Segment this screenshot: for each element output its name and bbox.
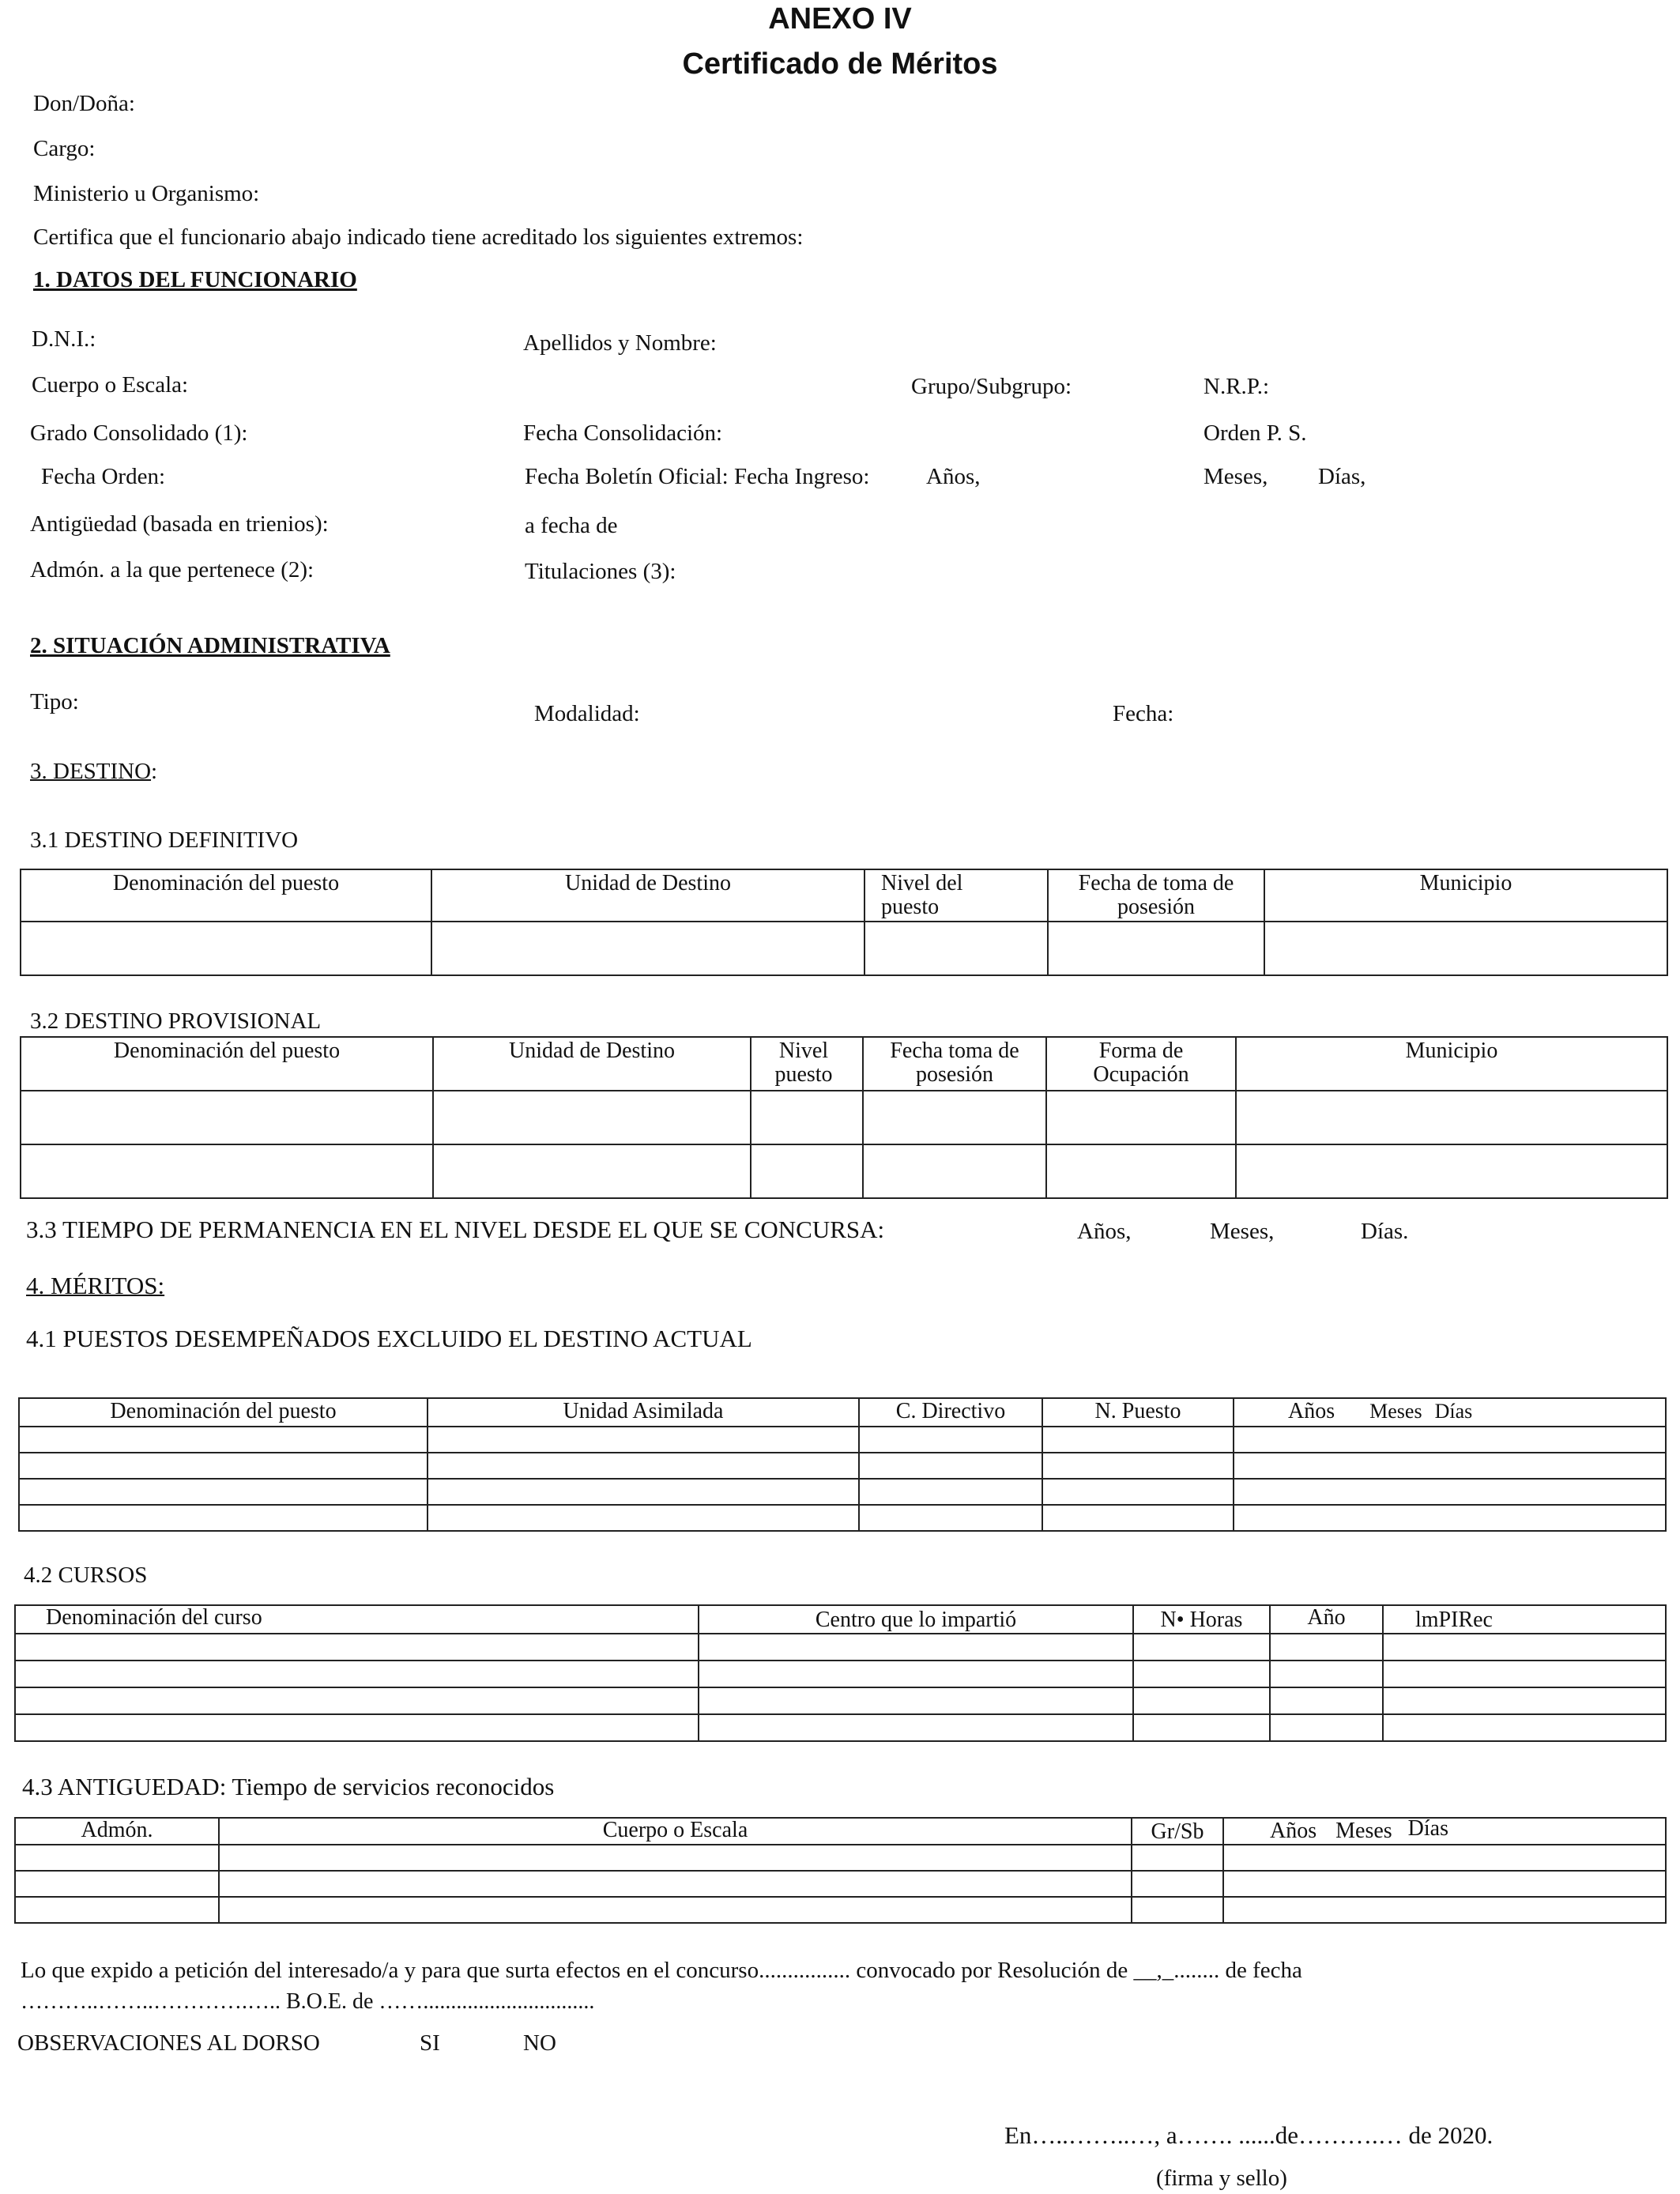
header-nivel: Nivel puesto [774, 1039, 833, 1088]
header-meses: Meses [1335, 1819, 1392, 1843]
section-3-3-title: 3.3 TIEMPO DE PERMANENCIA EN EL NIVEL DESDE EL QUE SE CONCURSA: [26, 1216, 885, 1243]
antiguedad-table [14, 1817, 1667, 1924]
table-row [21, 1144, 1667, 1198]
table-row [19, 1505, 1666, 1531]
table-row [15, 1634, 1666, 1661]
table-cell[interactable] [751, 1091, 863, 1144]
table-cell[interactable] [428, 1505, 859, 1531]
table-cell[interactable] [1133, 1634, 1270, 1661]
firma-sello: (firma y sello) [1156, 2166, 1287, 2191]
table-cell[interactable] [1264, 922, 1667, 975]
table-cell[interactable] [15, 1845, 219, 1871]
table-cell[interactable] [431, 922, 864, 975]
fecha-orden-label: Fecha Orden: [41, 464, 166, 489]
fecha-boletin-label: Fecha Boletín Oficial: Fecha Ingreso: [525, 464, 870, 489]
header-anos-meses-dias [1224, 1819, 1665, 1843]
table-cell[interactable] [21, 1091, 433, 1144]
destino-definitivo-table [20, 869, 1668, 976]
table-cell[interactable] [864, 922, 1048, 975]
header-centro: Centro que lo impartió [815, 1608, 1017, 1632]
header-denominacion: Denominación del puesto [110, 1399, 337, 1423]
table-cell[interactable] [1234, 1427, 1666, 1453]
table-row [15, 1897, 1666, 1923]
header-denominacion: Denominación del puesto [113, 1039, 341, 1063]
observaciones-label: OBSERVACIONES AL DORSO [17, 2030, 320, 2056]
header-municipio: Municipio [1405, 1039, 1498, 1063]
table-cell[interactable] [1133, 1687, 1270, 1714]
table-cell[interactable] [19, 1427, 428, 1453]
table-cell[interactable] [19, 1479, 428, 1505]
table-cell[interactable] [1223, 1897, 1666, 1923]
puestos-desempenados-table [18, 1397, 1667, 1532]
nrp-label: N.R.P.: [1203, 374, 1270, 399]
fecha-consolidacion-label: Fecha Consolidación: [523, 420, 723, 446]
table-row [19, 1453, 1666, 1479]
tipo-label: Tipo: [30, 689, 79, 714]
meses-label: Meses, [1203, 464, 1268, 489]
table-cell[interactable] [15, 1661, 699, 1687]
table-cell[interactable] [1048, 922, 1264, 975]
a-fecha-label: a fecha de [525, 513, 618, 538]
dias-label: Días, [1318, 464, 1366, 489]
table-cell[interactable] [219, 1845, 1132, 1871]
header-gr-sb: Gr/Sb [1151, 1819, 1204, 1844]
table-cell[interactable] [1042, 1453, 1234, 1479]
header-unidad-asimilada: Unidad Asimilada [563, 1399, 724, 1423]
table-cell[interactable] [1270, 1687, 1383, 1714]
header-denominacion-curso: Denominación del curso [46, 1605, 262, 1630]
don-dona-label: Don/Doña: [33, 91, 135, 116]
anos-label: Años, [926, 464, 981, 489]
table-cell[interactable] [1236, 1144, 1667, 1198]
header-dias: Días [1434, 1400, 1473, 1423]
page-title: Certificado de Méritos [682, 47, 998, 81]
table-cell[interactable] [1383, 1714, 1666, 1741]
grupo-label: Grupo/Subgrupo: [911, 374, 1072, 399]
table-cell[interactable] [699, 1714, 1133, 1741]
table-cell[interactable] [1223, 1845, 1666, 1871]
table-cell[interactable] [751, 1144, 863, 1198]
header-unidad-destino: Unidad de Destino [509, 1039, 675, 1063]
table-cell[interactable] [1270, 1661, 1383, 1687]
table-cell[interactable] [859, 1453, 1042, 1479]
header-unidad-destino: Unidad de Destino [565, 871, 731, 895]
header-nivel: Nivel del puesto [881, 871, 963, 920]
section-1-title: 1. DATOS DEL FUNCIONARIO [33, 267, 357, 292]
table-cell[interactable] [1042, 1479, 1234, 1505]
table-cell[interactable] [1383, 1634, 1666, 1661]
observaciones-si[interactable]: SI [420, 2030, 440, 2056]
header-ano: Año [1307, 1605, 1346, 1630]
table-cell[interactable] [428, 1453, 859, 1479]
section-3-colon: : [151, 759, 158, 784]
section-3-2-title: 3.2 DESTINO PROVISIONAL [30, 1008, 322, 1034]
table-cell[interactable] [1132, 1871, 1223, 1897]
table-cell[interactable] [15, 1634, 699, 1661]
orden-ps-label: Orden P. S. [1203, 420, 1307, 446]
section-2-title: 2. SITUACIÓN ADMINISTRATIVA [30, 633, 390, 658]
table-cell[interactable] [21, 1144, 433, 1198]
table-cell[interactable] [428, 1479, 859, 1505]
table-row [21, 1091, 1667, 1144]
header-fecha-toma: Fecha de toma de posesión [1078, 871, 1234, 920]
destino-provisional-table [20, 1036, 1668, 1199]
table-cell[interactable] [1270, 1634, 1383, 1661]
table-cell[interactable] [1234, 1505, 1666, 1531]
table-cell[interactable] [1132, 1845, 1223, 1871]
table-cell[interactable] [1270, 1714, 1383, 1741]
cuerpo-label: Cuerpo o Escala: [32, 372, 189, 398]
fecha-label: Fecha: [1113, 701, 1174, 726]
table-cell[interactable] [699, 1661, 1133, 1687]
header-municipio: Municipio [1419, 871, 1512, 895]
certifica-intro: Certifica que el funcionario abajo indicado tiene acreditado los siguientes extremos: [33, 224, 804, 250]
header-cuerpo-escala: Cuerpo o Escala [602, 1818, 748, 1842]
table-row [19, 1427, 1666, 1453]
cargo-label: Cargo: [33, 136, 96, 161]
table-cell[interactable] [1132, 1897, 1223, 1923]
header-fecha-toma: Fecha toma de posesión [890, 1039, 1019, 1088]
table-cell[interactable] [433, 1091, 751, 1144]
permanencia-dias-label: Días. [1361, 1219, 1409, 1244]
table-cell[interactable] [1046, 1091, 1236, 1144]
permanencia-anos-label: Años, [1077, 1219, 1132, 1244]
table-cell[interactable] [15, 1897, 219, 1923]
header-n-puesto: N. Puesto [1094, 1399, 1181, 1423]
table-cell[interactable] [1042, 1427, 1234, 1453]
ministerio-label: Ministerio u Organismo: [33, 181, 260, 206]
expido-line-1: Lo que expido a petición del interesado/a y para que surta efectos en el concurso................ convocado por Resolución de __,_........ de fecha [21, 1958, 1302, 1983]
table-row [21, 922, 1667, 975]
table-cell[interactable] [1133, 1714, 1270, 1741]
table-cell[interactable] [863, 1091, 1046, 1144]
lugar-fecha: En…..……..…, a……. ......de……….… de 2020. [1004, 2121, 1494, 2149]
section-4-2-title: 4.2 CURSOS [24, 1563, 148, 1588]
table-cell[interactable] [1133, 1661, 1270, 1687]
section-3-title [30, 760, 157, 783]
header-horas: N• Horas [1160, 1608, 1243, 1632]
table-cell[interactable] [19, 1505, 428, 1531]
header-impirec: lmPIRec [1415, 1608, 1493, 1632]
table-cell[interactable] [428, 1427, 859, 1453]
table-cell[interactable] [219, 1897, 1132, 1923]
table-cell[interactable] [1236, 1091, 1667, 1144]
expido-line-2: ………..……..………….….. B.O.E. de ……............................... [21, 1989, 595, 2014]
table-cell[interactable] [863, 1144, 1046, 1198]
table-cell[interactable] [699, 1687, 1133, 1714]
header-admon: Admón. [81, 1818, 153, 1842]
observaciones-no[interactable]: NO [523, 2030, 556, 2056]
permanencia-meses-label: Meses, [1210, 1219, 1275, 1244]
table-cell[interactable] [1042, 1505, 1234, 1531]
grado-label: Grado Consolidado (1): [30, 420, 248, 446]
header-forma-ocupacion: Forma de Ocupación [1093, 1039, 1189, 1088]
table-cell[interactable] [1223, 1871, 1666, 1897]
table-cell[interactable] [15, 1871, 219, 1897]
table-cell[interactable] [859, 1505, 1042, 1531]
table-cell[interactable] [1383, 1661, 1666, 1687]
table-cell[interactable] [15, 1687, 699, 1714]
header-denominacion: Denominación del puesto [112, 871, 340, 895]
section-4-title: 4. MÉRITOS: [26, 1272, 165, 1299]
header-anos-meses-dias [1234, 1399, 1665, 1423]
table-cell[interactable] [19, 1453, 428, 1479]
header-anos: Años [1270, 1819, 1317, 1843]
header-meses: Meses [1369, 1400, 1422, 1423]
titulaciones-label: Titulaciones (3): [525, 559, 676, 584]
table-row [15, 1687, 1666, 1714]
section-3-title-text: 3. DESTINO [30, 759, 152, 784]
header-c-directivo: C. Directivo [895, 1399, 1006, 1423]
annex-title: ANEXO IV [768, 2, 912, 36]
header-dias: Días [1407, 1818, 1448, 1841]
section-3-1-title: 3.1 DESTINO DEFINITIVO [30, 827, 299, 853]
apellidos-label: Apellidos y Nombre: [523, 330, 717, 356]
table-cell[interactable] [1234, 1479, 1666, 1505]
table-cell[interactable] [859, 1479, 1042, 1505]
header-anos: Años [1288, 1399, 1335, 1423]
table-cell[interactable] [21, 922, 431, 975]
table-row [15, 1845, 1666, 1871]
table-cell[interactable] [699, 1634, 1133, 1661]
table-row [15, 1714, 1666, 1741]
table-cell[interactable] [219, 1871, 1132, 1897]
table-cell[interactable] [1046, 1144, 1236, 1198]
cursos-table [14, 1604, 1667, 1742]
table-cell[interactable] [1234, 1453, 1666, 1479]
dni-label: D.N.I.: [32, 326, 96, 352]
table-cell[interactable] [15, 1714, 699, 1741]
table-row [15, 1661, 1666, 1687]
table-row [15, 1871, 1666, 1897]
antiguedad-label: Antigüedad (basada en trienios): [30, 511, 329, 537]
table-cell[interactable] [433, 1144, 751, 1198]
section-4-3-title: 4.3 ANTIGUEDAD: Tiempo de servicios reconocidos [22, 1773, 555, 1800]
table-cell[interactable] [859, 1427, 1042, 1453]
section-4-1-title: 4.1 PUESTOS DESEMPEÑADOS EXCLUIDO EL DESTINO ACTUAL [26, 1325, 752, 1352]
modalidad-label: Modalidad: [534, 701, 640, 726]
table-cell[interactable] [1383, 1687, 1666, 1714]
admon-label: Admón. a la que pertenece (2): [30, 557, 315, 582]
table-row [19, 1479, 1666, 1505]
